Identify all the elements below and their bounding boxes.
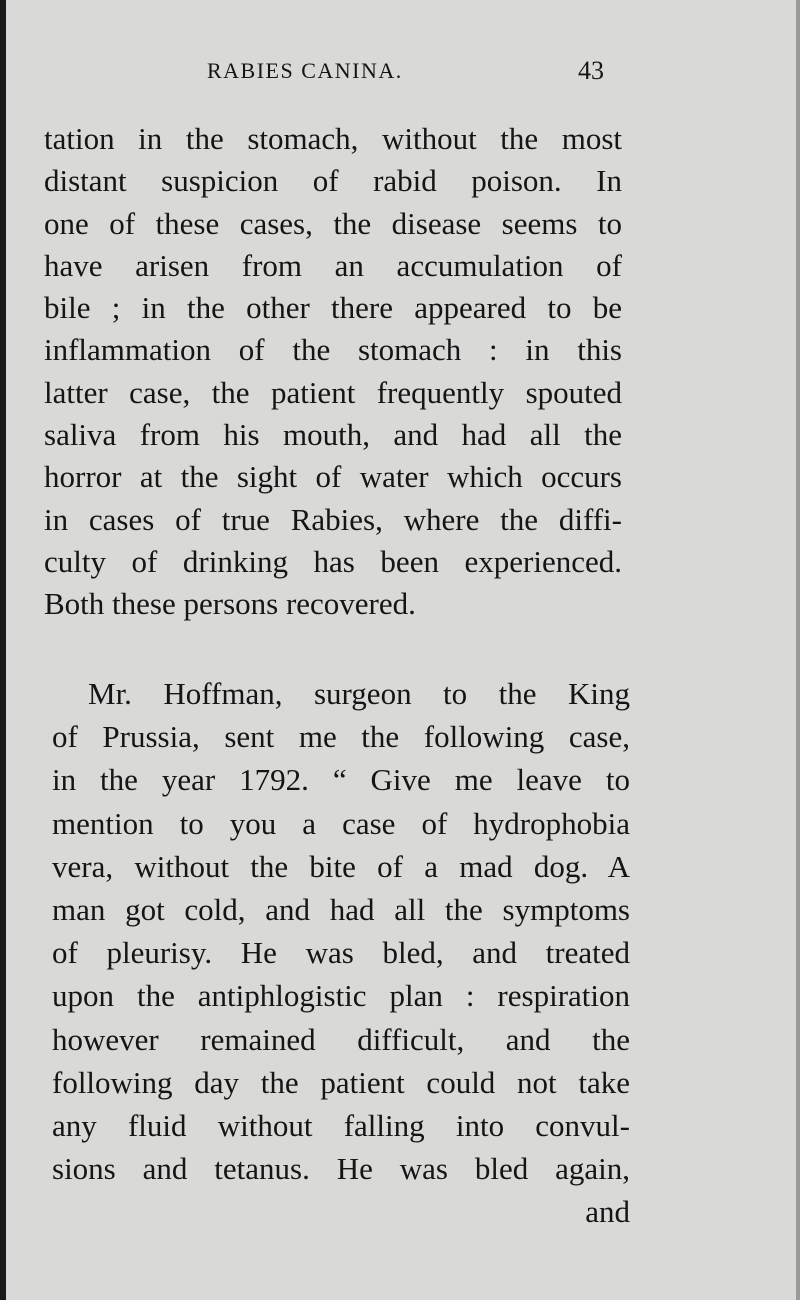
running-head: RABIES CANINA. [207, 58, 403, 83]
text-line: mention to you a case of hydrophobia [52, 805, 630, 841]
catchword: and [585, 1194, 630, 1230]
text-line: distant suspicion of rabid poison. In [44, 163, 622, 199]
text-line: vera, without the bite of a mad dog. A [52, 848, 630, 884]
text-line: of pleurisy. He was bled, and treated [52, 935, 630, 971]
paragraph-2 [52, 672, 630, 1233]
text-line: following day the patient could not take [52, 1064, 630, 1100]
text-line-last: Both these persons recovered. [44, 586, 416, 622]
text-line: bile ; in the other there appeared to be [44, 290, 622, 326]
text-line: tation in the stomach, without the most [44, 121, 622, 156]
text-line-first: Mr. Hoffman, surgeon to the King [88, 676, 630, 711]
text-line: man got cold, and had all the symptoms [52, 891, 630, 927]
text-line: inflammation of the stomach : in this [44, 332, 622, 368]
page-edge-left [0, 0, 6, 1300]
text-line: latter case, the patient frequently spouted [44, 374, 622, 410]
page-number: 43 [578, 56, 604, 85]
text-line: in cases of true Rabies, where the diffi- [44, 501, 622, 537]
text-line: saliva from his mouth, and had all the [44, 417, 622, 453]
text-line: of Prussia, sent me the following case, [52, 719, 630, 755]
paragraph-1 [44, 118, 622, 626]
page-edge-right [796, 0, 800, 1300]
text-line: horror at the sight of water which occurs [44, 459, 622, 495]
text-line: however remained difficult, and the [52, 1021, 630, 1057]
text-line: any fluid without falling into convul- [52, 1107, 630, 1143]
text-line: culty of drinking has been experienced. [44, 543, 622, 579]
text-line: upon the antiphlogistic plan : respiration [52, 978, 630, 1014]
text-line: have arisen from an accumulation of [44, 247, 622, 283]
text-line: in the year 1792. “ Give me leave to [52, 762, 630, 798]
text-line: one of these cases, the disease seems to [44, 205, 622, 241]
text-line: sions and tetanus. He was bled again, [52, 1151, 630, 1187]
